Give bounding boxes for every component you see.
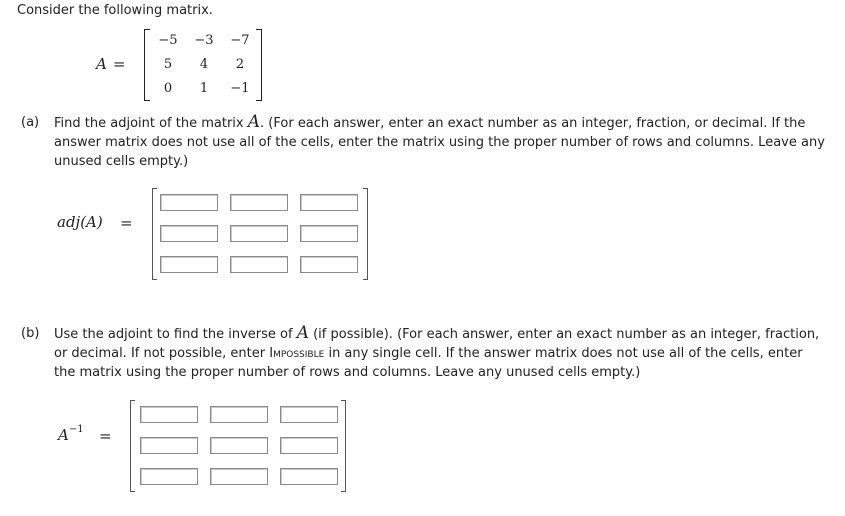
part-a-letter: (a)	[21, 115, 40, 130]
inverse-left-bracket	[130, 400, 135, 492]
part-b-text	[54, 324, 826, 382]
inverse-base: A	[58, 426, 69, 444]
matrix-a-cell: 5	[163, 57, 173, 72]
matrix-a-cell: −7	[230, 33, 250, 48]
matrix-a-cell: −3	[194, 33, 214, 48]
matrix-a-label	[96, 55, 125, 73]
part-b-text-after: in any single cell. If the answer matrix does not use all of the cells, enter the matrix using the proper number of rows and columns. Leave any unused cells empty.)	[54, 346, 803, 380]
matrix-a-cell: −1	[230, 81, 250, 96]
part-a-var: A	[247, 112, 261, 132]
matrix-a-equals: =	[112, 55, 126, 73]
inverse-equals-sign: =	[99, 427, 112, 445]
inverse-label	[58, 426, 84, 444]
adjoint-left-bracket	[152, 188, 157, 280]
adjoint-cell-r2c1[interactable]	[160, 225, 218, 242]
adj-equals	[120, 214, 133, 232]
part-b-letter: (b)	[21, 326, 40, 341]
adjoint-cell-r1c1[interactable]	[160, 194, 218, 211]
inverse-cell-r3c2[interactable]	[210, 468, 268, 485]
adj-equals-sign: =	[120, 214, 133, 232]
adjoint-cell-r3c3[interactable]	[300, 256, 358, 273]
adjoint-cell-r1c2[interactable]	[230, 194, 288, 211]
part-a-text	[54, 113, 826, 171]
question-prompt: Consider the following matrix.	[17, 3, 213, 18]
part-b-question	[21, 324, 826, 382]
inverse-cell-r2c2[interactable]	[210, 437, 268, 454]
part-a-text-before: Find the adjoint of the matrix	[54, 116, 244, 131]
adjoint-cell-r2c3[interactable]	[300, 225, 358, 242]
adjoint-answer-matrix	[152, 188, 368, 280]
part-b-text-before: Use the adjoint to find the inverse of	[54, 327, 293, 342]
adjoint-cell-r2c2[interactable]	[230, 225, 288, 242]
inverse-cell-r1c1[interactable]	[140, 406, 198, 423]
matrix-a-name: A	[96, 55, 107, 73]
adjoint-cell-r3c2[interactable]	[230, 256, 288, 273]
inverse-answer-matrix	[130, 400, 346, 492]
inverse-cell-r2c3[interactable]	[280, 437, 338, 454]
part-a-question	[21, 113, 826, 171]
matrix-a-cell: 0	[163, 81, 173, 96]
adjoint-right-bracket	[363, 188, 368, 280]
matrix-a-cell: 1	[199, 81, 209, 96]
inverse-equals	[99, 427, 112, 445]
inverse-right-bracket	[341, 400, 346, 492]
inverse-cell-r1c3[interactable]	[280, 406, 338, 423]
matrix-a-cell: 4	[199, 57, 209, 72]
inverse-cell-r2c1[interactable]	[140, 437, 198, 454]
matrix-a-cell: −5	[158, 33, 178, 48]
part-b-text-mid: (if possible). (For each answer, enter an exact number as an integer, fraction, or decimal. If not possible, enter	[54, 327, 820, 361]
inverse-cell-r1c2[interactable]	[210, 406, 268, 423]
inverse-sup: −1	[68, 424, 84, 435]
inverse-cell-r3c3[interactable]	[280, 468, 338, 485]
part-b-var: A	[296, 323, 309, 343]
part-a-text-after: . (For each answer, enter an exact number as an integer, fraction, or decimal. If the answer matrix does not use all of the cells, enter the matrix using the proper number of rows and columns. Leave any unused cells empty.)	[54, 116, 825, 169]
inverse-cell-r3c1[interactable]	[140, 468, 198, 485]
adjoint-cell-r3c1[interactable]	[160, 256, 218, 273]
adjoint-cell-r1c3[interactable]	[300, 194, 358, 211]
adj-name: adj(A)	[57, 213, 103, 231]
matrix-a	[144, 29, 262, 101]
matrix-a-cell: 2	[235, 57, 245, 72]
part-b-impossible: Impossible	[269, 346, 325, 361]
adj-label	[57, 213, 103, 231]
